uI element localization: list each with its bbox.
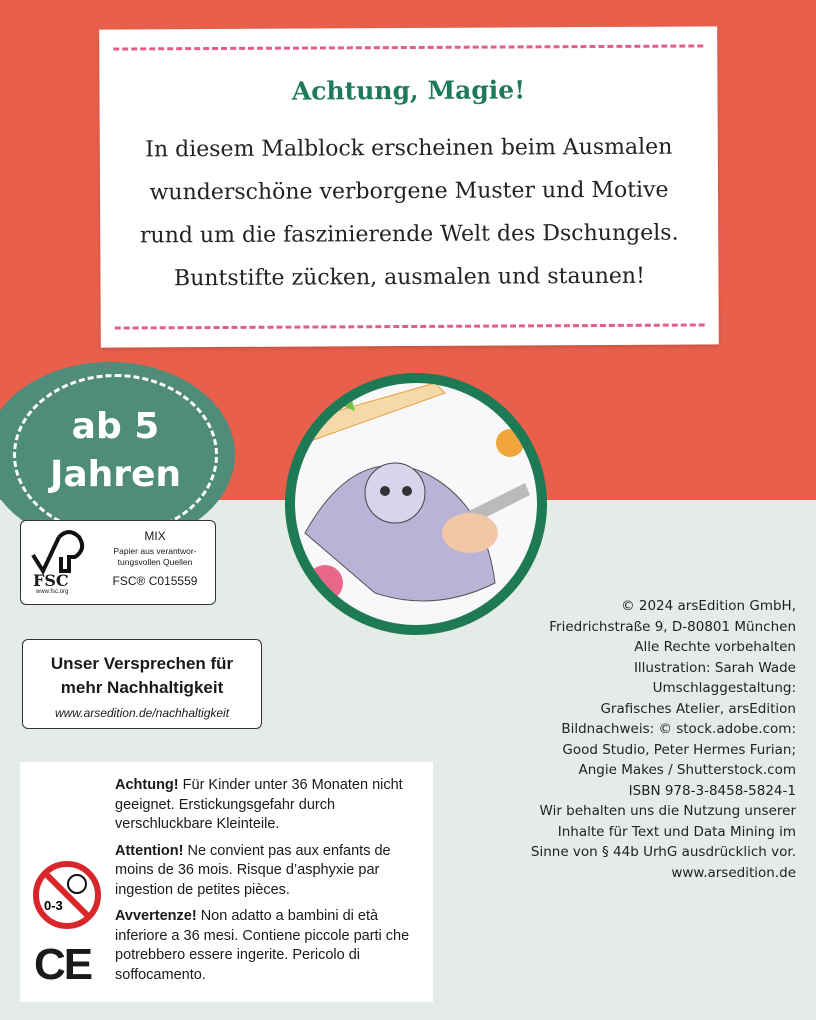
warning-text: Ne convient pas aux enfants de moins de 36 mois. Risque d’asphyxie par ingestion de petites pièces. <box>115 842 391 898</box>
warning-label: Attention! <box>115 842 184 859</box>
credit-line: Bildnachweis: © stock.adobe.com: <box>561 721 796 737</box>
fsc-url: www.fsc.org <box>36 589 69 595</box>
age-line1: ab 5 <box>71 406 160 447</box>
credit-line: Sinne von § 44b UrhG ausdrücklich vor. <box>530 844 796 860</box>
promise-url[interactable]: www.arsedition.de/nachhaltigkeit <box>54 706 230 720</box>
warning-label: Avvertenze! <box>115 908 197 924</box>
age-symbol-text: 0-3 <box>44 898 63 913</box>
fsc-desc1: Papier aus verantwor- <box>113 546 197 556</box>
credit-line: Illustration: Sarah Wade <box>633 659 796 676</box>
credit-line: Good Studio, Peter Hermes Furian; <box>562 741 796 758</box>
credit-line: Friedrichstraße 9, D-80801 München <box>549 618 796 635</box>
intro-text: In diesem Malblock erscheinen beim Ausmalen wunderschöne verborgene Muster und Motive rund um die faszinierende Welt des Dschungels. Buntstifte zücken, ausmalen und staunen! <box>139 134 679 292</box>
intro-card <box>99 26 719 347</box>
publisher-credits <box>531 596 796 883</box>
fsc-tree-icon <box>29 527 87 577</box>
safety-warning <box>20 762 433 1002</box>
dashed-border-bottom <box>115 323 705 329</box>
credit-line: © 2024 arsEdition GmbH, <box>621 598 796 614</box>
ce-mark: CE <box>34 940 92 989</box>
headline: Achtung, Magie! <box>291 75 526 106</box>
promise-line2: mehr Nachhaltigkeit <box>60 678 224 697</box>
age-warning-icon <box>32 860 102 930</box>
credit-line: Inhalte für Text und Data Mining im <box>557 823 796 840</box>
sloth-coloring-illustration <box>285 373 547 635</box>
warning-block <box>115 907 425 985</box>
credit-line: Grafisches Atelier, arsEdition <box>600 700 796 717</box>
fsc-label <box>20 520 216 605</box>
warning-block <box>115 842 425 901</box>
fsc-mix: MIX <box>144 529 166 543</box>
promise-line1: Unser Versprechen für <box>50 654 234 673</box>
credit-line: Umschlaggestaltung: <box>652 680 796 696</box>
warning-text: Non adatto a bambini di età inferiore a 36 mesi. Contiene piccole parti che potrebbero essere ingerite. Pericolo di soffocamento. <box>115 908 410 983</box>
warning-text: Für Kinder unter 36 Monaten nicht geeignet. Erstickungsgefahr durch verschluckbare Kleinteile. <box>115 777 403 832</box>
warning-block <box>115 776 425 835</box>
credit-line: www.arsedition.de <box>671 864 796 881</box>
warning-label: Achtung! <box>115 777 179 793</box>
fsc-code: FSC® C015559 <box>112 574 198 588</box>
fsc-logo-text: FSC <box>33 571 69 590</box>
credit-line: Alle Rechte vorbehalten <box>634 639 796 655</box>
sustainability-promise <box>22 639 262 729</box>
credit-line: Wir behalten uns die Nutzung unserer <box>539 803 796 819</box>
dashed-border-top <box>113 44 703 50</box>
credit-line: ISBN 978-3-8458-5824-1 <box>628 782 796 799</box>
fsc-desc2: tungsvollen Quellen <box>117 557 193 567</box>
age-line2: Jahren <box>49 454 182 495</box>
credit-line: Angie Makes / Shutterstock.com <box>578 762 796 778</box>
